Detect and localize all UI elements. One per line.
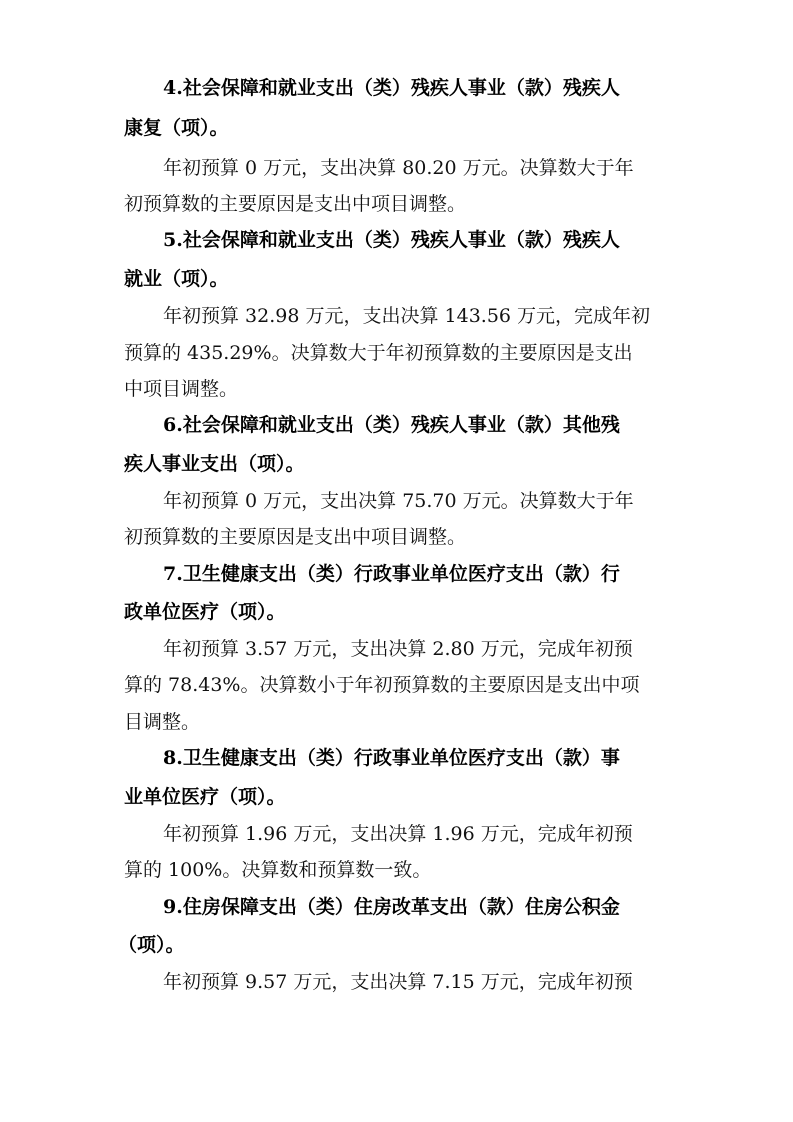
section-7-body-line-2: 算的 78.43%。决算数小于年初预算数的主要原因是支出中项 bbox=[124, 674, 640, 696]
section-6-heading-line-1: 6.社会保障和就业支出（类）残疾人事业（款）其他残 bbox=[163, 414, 620, 436]
section-7-body-line-3: 目调整。 bbox=[124, 711, 201, 733]
section-8-body-line-2: 算的 100%。决算数和预算数一致。 bbox=[124, 859, 432, 881]
section-5-body-line-3: 中项目调整。 bbox=[124, 378, 239, 400]
section-6-heading-line-2: 疾人事业支出（项）。 bbox=[124, 453, 305, 475]
section-6-body-line-2: 初预算数的主要原因是支出中项目调整。 bbox=[124, 526, 467, 548]
section-9-heading-line-1: 9.住房保障支出（类）住房改革支出（款）住房公积金 bbox=[163, 896, 620, 918]
section-5-body-line-1: 年初预算 32.98 万元，支出决算 143.56 万元，完成年初 bbox=[163, 305, 651, 327]
section-5-body-line-2: 预算的 435.29%。决算数大于年初预算数的主要原因是支出 bbox=[124, 342, 633, 364]
section-9-heading-line-2: （项）。 bbox=[118, 934, 185, 956]
section-7-heading-line-2: 政单位医疗（项）。 bbox=[124, 601, 286, 623]
section-5-heading-line-2: 就业（项）。 bbox=[124, 268, 229, 290]
section-6-body-line-1: 年初预算 0 万元，支出决算 75.70 万元。决算数大于年 bbox=[163, 490, 634, 512]
section-7-heading-line-1: 7.卫生健康支出（类）行政事业单位医疗支出（款）行 bbox=[163, 563, 620, 585]
section-4-body-line-1: 年初预算 0 万元，支出决算 80.20 万元。决算数大于年 bbox=[163, 157, 634, 179]
section-8-body-line-1: 年初预算 1.96 万元，支出决算 1.96 万元，完成年初预 bbox=[163, 823, 633, 845]
section-4-heading-line-1: 4.社会保障和就业支出（类）残疾人事业（款）残疾人 bbox=[163, 77, 620, 99]
section-5-heading-line-1: 5.社会保障和就业支出（类）残疾人事业（款）残疾人 bbox=[163, 229, 620, 251]
section-4-heading-line-2: 康复（项）。 bbox=[124, 117, 229, 139]
section-4-body-line-2: 初预算数的主要原因是支出中项目调整。 bbox=[124, 193, 467, 215]
section-9-body-line-1: 年初预算 9.57 万元，支出决算 7.15 万元，完成年初预 bbox=[163, 971, 633, 993]
section-7-body-line-1: 年初预算 3.57 万元，支出决算 2.80 万元，完成年初预 bbox=[163, 638, 633, 660]
section-8-heading-line-2: 业单位医疗（项）。 bbox=[124, 786, 286, 808]
section-8-heading-line-1: 8.卫生健康支出（类）行政事业单位医疗支出（款）事 bbox=[163, 747, 620, 769]
